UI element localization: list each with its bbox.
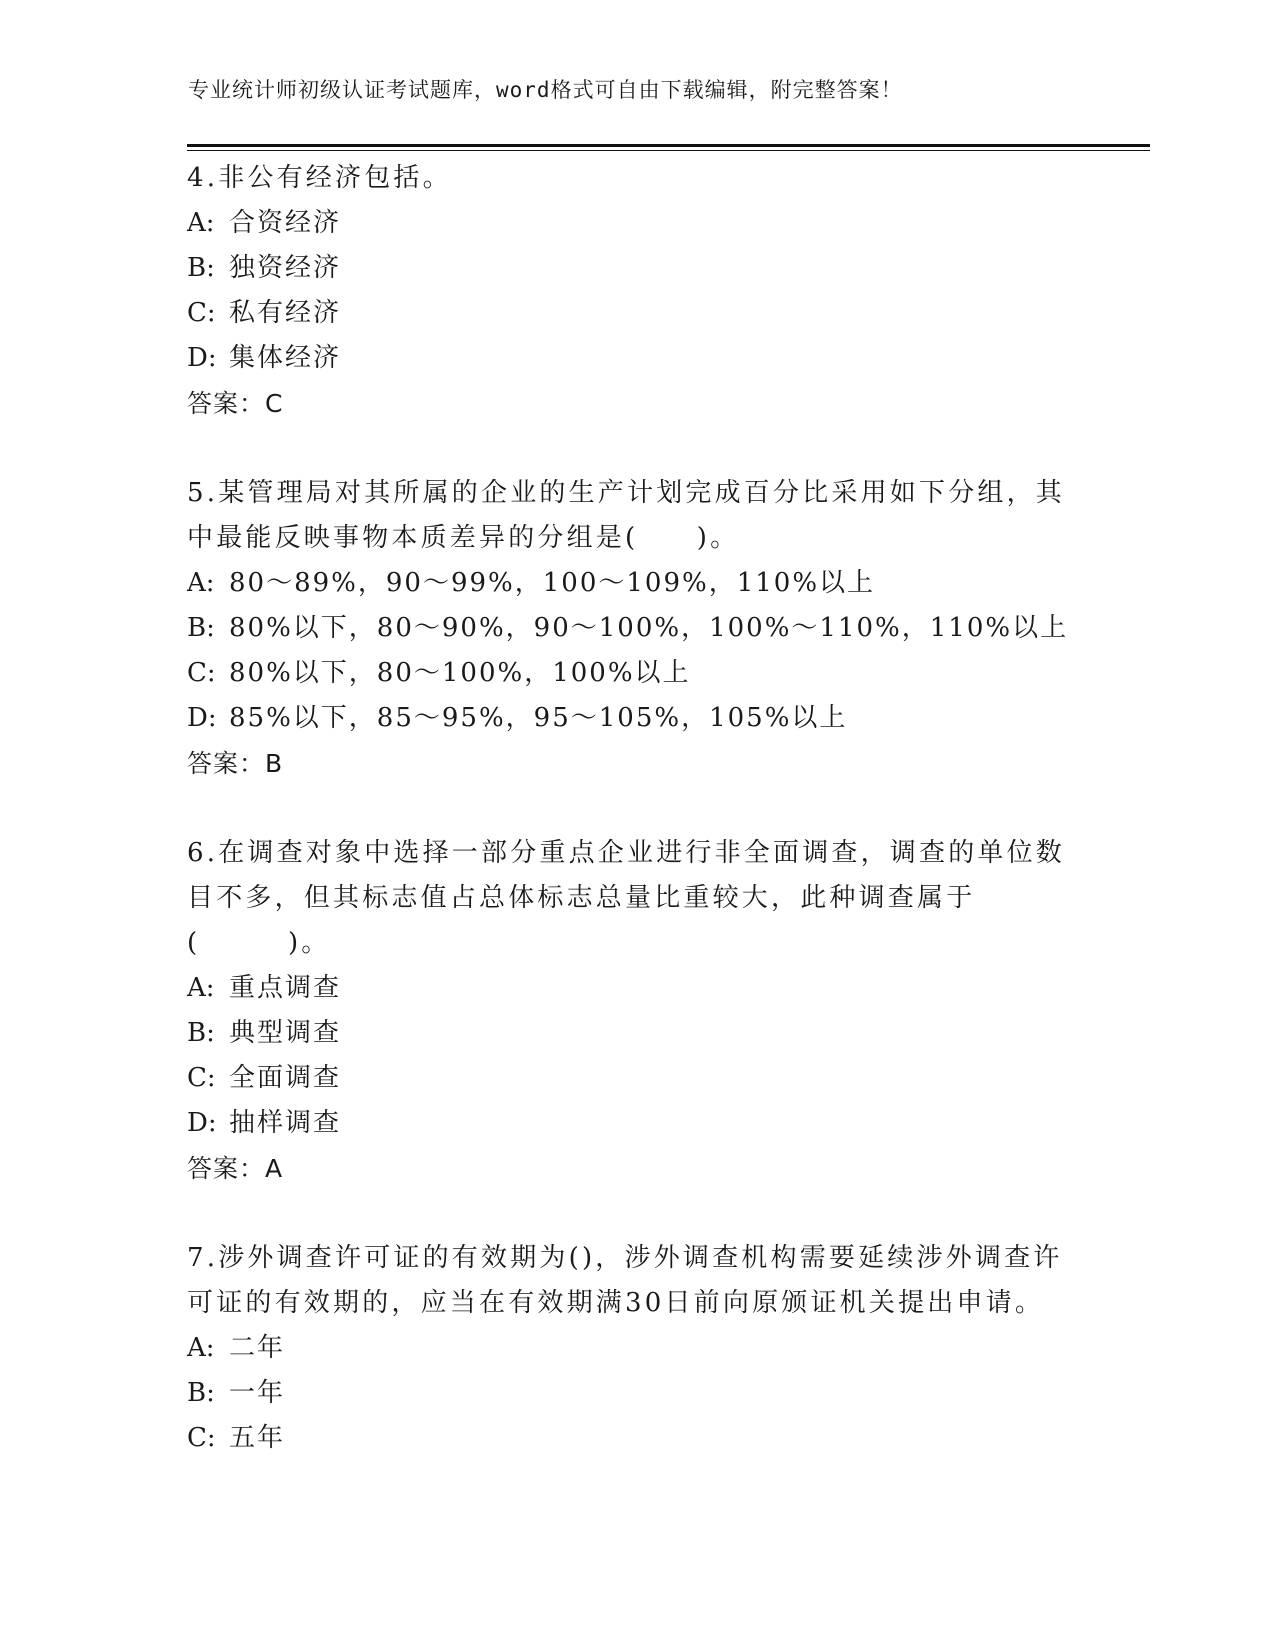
option-letter: D:	[187, 703, 217, 733]
answer-label: 答案：	[187, 1154, 266, 1183]
option-letter: B:	[187, 253, 215, 283]
answer-line	[187, 381, 1067, 426]
option-d	[187, 336, 1067, 381]
option-text: 80～89%，90～99%，100～109%，110%以上	[229, 568, 876, 598]
option-letter: D:	[187, 1108, 217, 1138]
question-6	[187, 831, 1067, 1191]
question-7	[187, 1236, 1067, 1461]
option-b	[187, 1371, 1067, 1416]
option-text: 80%以下，80～100%，100%以上	[229, 658, 691, 688]
option-c	[187, 651, 1067, 696]
option-a	[187, 201, 1067, 246]
option-text: 合资经济	[229, 208, 342, 238]
option-a	[187, 561, 1067, 606]
option-a	[187, 1326, 1067, 1371]
question-text: 6.在调查对象中选择一部分重点企业进行非全面调查，调查的单位数目不多，但其标志值占总体标志总量比重较大，此种调查属于( )。	[187, 838, 1066, 958]
option-text: 全面调查	[229, 1063, 342, 1093]
option-text: 集体经济	[229, 343, 342, 373]
option-text: 85%以下，85～95%，95～105%，105%以上	[229, 703, 848, 733]
option-letter: A:	[187, 1333, 215, 1363]
option-c	[187, 1416, 1067, 1461]
option-a	[187, 966, 1067, 1011]
question-text: 7.涉外调查许可证的有效期为()，涉外调查机构需要延续涉外调查许可证的有效期的，应当在有效期满30日前向原颁证机关提出申请。	[187, 1243, 1063, 1318]
option-letter: B:	[187, 1378, 215, 1408]
option-letter: B:	[187, 1018, 215, 1048]
answer-label: 答案：	[187, 389, 266, 418]
option-letter: C:	[187, 1423, 216, 1453]
option-b	[187, 246, 1067, 291]
question-4	[187, 156, 1067, 426]
option-letter: B:	[187, 613, 215, 643]
option-text: 一年	[229, 1378, 286, 1408]
option-c	[187, 1056, 1067, 1101]
option-letter: A:	[187, 973, 215, 1003]
answer-value: C	[265, 389, 283, 418]
question-list	[187, 156, 1067, 1506]
answer-value: A	[265, 1154, 283, 1183]
page-header: 专业统计师初级认证考试题库，word格式可自由下载编辑，附完整答案！	[188, 78, 903, 102]
option-text: 五年	[229, 1423, 286, 1453]
option-b	[187, 1011, 1067, 1056]
option-d	[187, 1101, 1067, 1146]
option-letter: C:	[187, 1063, 216, 1093]
answer-value: B	[265, 749, 283, 778]
option-letter: D:	[187, 343, 217, 373]
answer-line	[187, 1146, 1067, 1191]
option-letter: C:	[187, 298, 216, 328]
answer-line	[187, 741, 1067, 786]
option-c	[187, 291, 1067, 336]
question-5	[187, 471, 1067, 786]
question-text: 5.某管理局对其所属的企业的生产计划完成百分比采用如下分组，其中最能反映事物本质差异的分组是( )。	[187, 478, 1066, 553]
option-text: 二年	[229, 1333, 286, 1363]
option-letter: A:	[187, 208, 215, 238]
option-text: 80%以下，80～90%，90～100%，100%～110%，110%以上	[229, 613, 1069, 643]
option-text: 重点调查	[229, 973, 342, 1003]
answer-label: 答案：	[187, 749, 266, 778]
option-d	[187, 696, 1067, 741]
option-b	[187, 606, 1067, 651]
option-text: 私有经济	[229, 298, 342, 328]
option-text: 抽样调查	[229, 1108, 342, 1138]
header-rule-thin	[187, 150, 1150, 151]
option-text: 典型调查	[229, 1018, 342, 1048]
option-letter: A:	[187, 568, 215, 598]
header-rule-thick	[187, 144, 1150, 147]
option-letter: C:	[187, 658, 216, 688]
question-text: 4.非公有经济包括。	[187, 163, 452, 193]
option-text: 独资经济	[229, 253, 342, 283]
